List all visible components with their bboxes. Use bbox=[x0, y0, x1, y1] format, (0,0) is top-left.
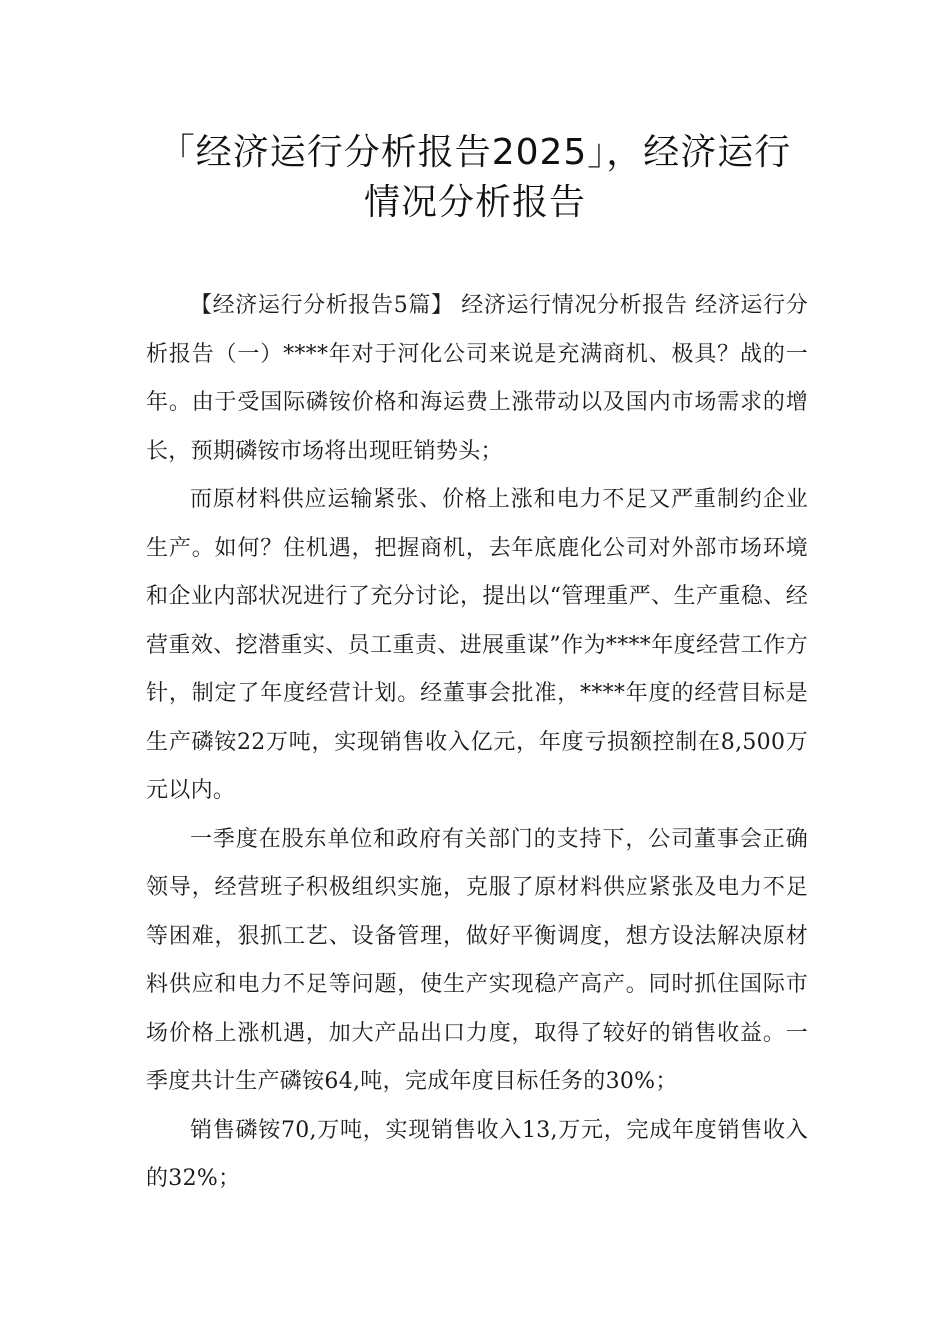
paragraph-4: 销售磷铵70,万吨，实现销售收入13,万元，完成年度销售收入的32%； bbox=[146, 1117, 808, 1191]
paragraph-2: 而原材料供应运输紧张、价格上涨和电力不足又严重制约企业生产。如何？住机遇，把握商机，去年底鹿化公司对外部市场环境和企业内部状况进行了充分讨论，提出以“管理重严、生产重稳、经营重效、挖潜重实、员工重责、进展重谋”作为****年度经营工作方针，制定了年度经营计划。经董事会批准，****年度的经营目标是生产磷铵22万吨，实现销售收入亿元，年度亏损额控制在8,500万元以内。 bbox=[146, 487, 808, 803]
document-body bbox=[146, 282, 808, 1204]
title-line-2: 情况分析报告 bbox=[363, 182, 586, 223]
paragraph-3: 一季度在股东单位和政府有关部门的支持下，公司董事会正确领导，经营班子积极组织实施，克服了原材料供应紧张及电力不足等困难，狠抓工艺、设备管理，做好平衡调度，想方设法解决原材料供应和电力不足等问题，使生产实现稳产高产。同时抓住国际市场价格上涨机遇，加大产品出口力度，取得了较好的销售收益。一季度共计生产磷铵64,吨，完成年度目标任务的30%； bbox=[146, 826, 808, 1094]
paragraph-1: 【经济运行分析报告5篇】 经济运行情况分析报告 经济运行分析报告（一）****年对于河化公司来说是充满商机、极具？战的一年。由于受国际磷铵价格和海运费上涨带动以及国内市场需求的增长，预期磷铵市场将出现旺销势头； bbox=[146, 293, 808, 464]
document-title bbox=[120, 128, 830, 228]
title-line-1: 「经济运行分析报告2025」，经济运行 bbox=[158, 132, 792, 173]
